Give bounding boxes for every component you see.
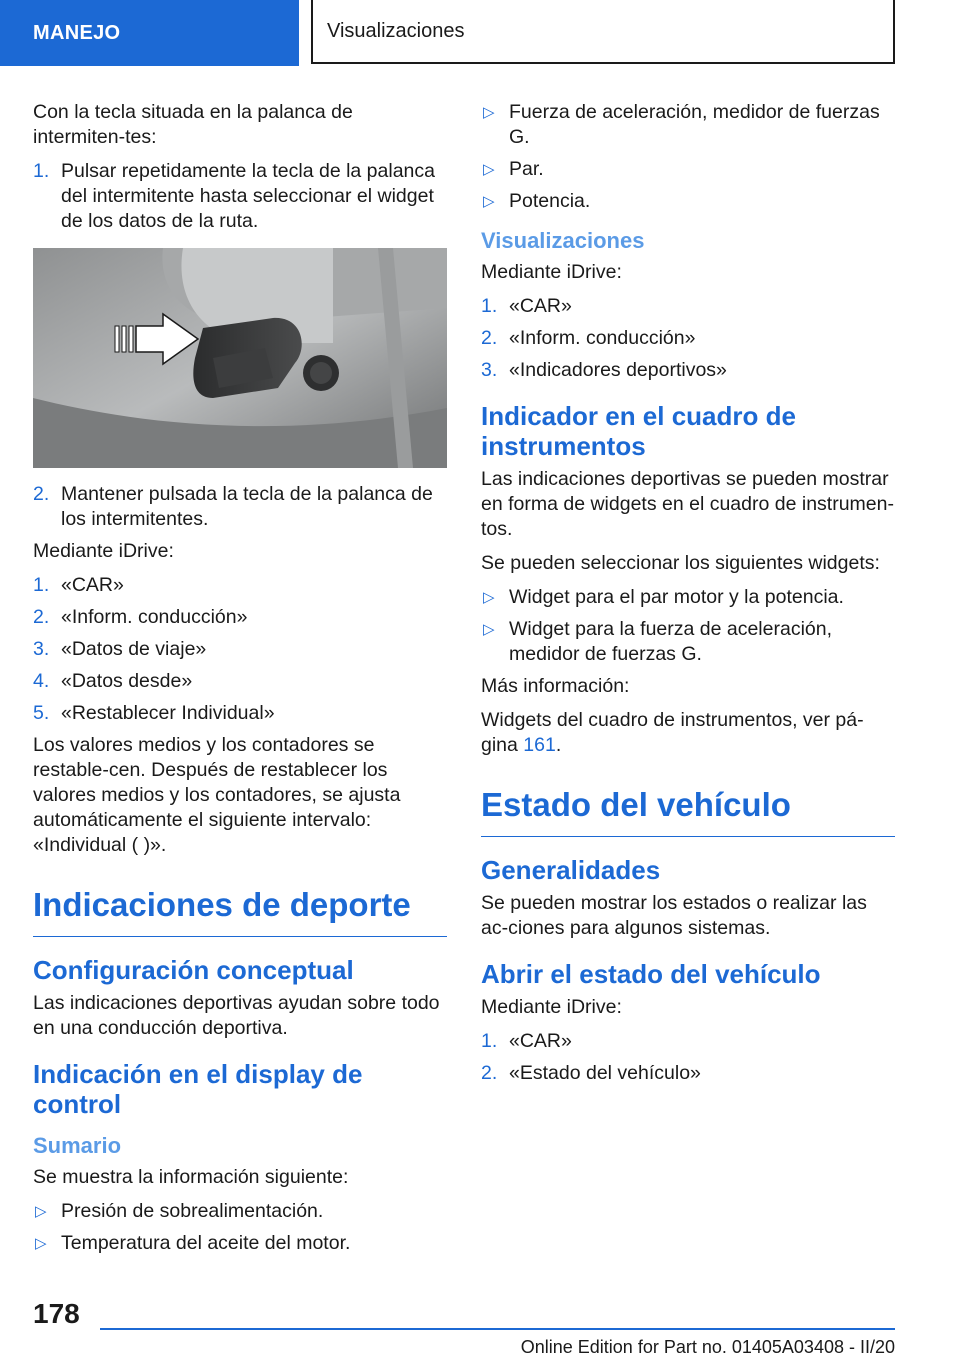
more-info-end: . (555, 734, 562, 756)
step-number: 3. (33, 638, 50, 660)
triangle-bullet-icon: ▷ (483, 621, 495, 638)
list-item (481, 189, 895, 214)
list-item (33, 159, 447, 234)
vis-label: Mediante iDrive: (481, 261, 622, 283)
step-text: «Datos de viaje» (61, 638, 207, 660)
summary-text: Se muestra la información siguiente: (33, 1166, 349, 1188)
more-info-text (481, 708, 895, 758)
heading-instrument-cluster: Indicador en el cuadro de instrumentos (481, 401, 796, 461)
step-text: «Indicadores deportivos» (509, 359, 727, 381)
heading-general: Generalidades (481, 855, 661, 885)
step-text: «Datos desde» (61, 670, 193, 692)
step-text: «Inform. conducción» (61, 606, 248, 628)
concept-text: Las indicaciones deportivas ayudan sobre todo en una conducción deportiva. (33, 992, 440, 1039)
footer-divider (100, 1328, 895, 1330)
heading-concept: Configuración conceptual (33, 955, 354, 985)
cluster-text: Las indicaciones deportivas se pueden mostrar en forma de widgets en el cuadro de instrumen‐tos. (481, 468, 894, 540)
edition-footer: Online Edition for Part no. 01405A03408 - II/20 (520, 1337, 895, 1357)
cluster-select-text: Se pueden seleccionar los siguientes widgets: (481, 552, 880, 574)
heading-visualizations: Visualizaciones (481, 228, 645, 253)
section-label: MANEJO (33, 21, 121, 44)
item-text: Fuerza de aceleración, medidor de fuerzas G. (509, 101, 880, 148)
right-column (481, 100, 895, 1093)
left-column (33, 100, 447, 1263)
step-text: «CAR» (61, 574, 124, 596)
list-item (481, 358, 895, 383)
item-text: Temperatura del aceite del motor. (61, 1232, 351, 1254)
list-item (481, 100, 895, 150)
more-info-label: Más información: (481, 675, 630, 697)
item-text: Potencia. (509, 190, 591, 212)
triangle-bullet-icon: ▷ (483, 104, 495, 121)
step-number: 2. (481, 327, 498, 349)
open-steps (481, 1029, 895, 1086)
step-number: 1. (481, 1030, 498, 1052)
step-number: 5. (33, 702, 50, 724)
step-text: «CAR» (509, 1030, 572, 1052)
step-number: 1. (481, 295, 498, 317)
page-number: 178 (33, 1298, 80, 1329)
cluster-widget-list (481, 585, 895, 667)
step-number: 1. (33, 160, 50, 182)
more-info-body: Widgets del cuadro de instrumentos, ver pá‐gina (481, 709, 864, 756)
reset-text: Los valores medios y los contadores se restable‐cen. Después de restablecer los valores medios y los contadores, se ajusta automáticamente el siguiente intervalo: «Individual ( )». (33, 734, 401, 856)
step-number: 2. (33, 483, 50, 505)
list-item (33, 573, 447, 598)
steps-a (33, 159, 447, 234)
heading-vehicle-status: Estado del vehículo (481, 786, 895, 837)
step-number: 2. (481, 1062, 498, 1084)
step-number: 3. (481, 359, 498, 381)
heading-sport-indications: Indicaciones de deporte (33, 886, 447, 937)
item-text: Presión de sobrealimentación. (61, 1200, 324, 1222)
list-item (481, 617, 895, 667)
item-text: Par. (509, 158, 544, 180)
intro-text: Con la tecla situada en la palanca de intermiten‐tes: (33, 101, 353, 148)
idrive-label: Mediante iDrive: (33, 540, 174, 562)
steps-b (33, 482, 447, 532)
heading-open-status: Abrir el estado del vehículo (481, 959, 821, 989)
list-item (481, 585, 895, 610)
list-item (33, 669, 447, 694)
step-text: Mantener pulsada la tecla de la palanca de los intermitentes. (61, 483, 433, 530)
open-label: Mediante iDrive: (481, 996, 622, 1018)
step-number: 4. (33, 670, 50, 692)
heading-summary: Sumario (33, 1133, 122, 1158)
item-text: Widget para el par motor y la potencia. (509, 586, 844, 608)
heading-control-display: Indicación en el display de control (33, 1059, 363, 1119)
summary-list (33, 1199, 447, 1256)
chapter-title-box (311, 0, 895, 64)
section-tab (0, 0, 299, 66)
triangle-bullet-icon: ▷ (35, 1203, 47, 1220)
step-text: Pulsar repetidamente la tecla de la palanca del intermitente hasta seleccionar el widget de los datos de la ruta. (61, 160, 435, 232)
item-text: Widget para la fuerza de aceleración, medidor de fuerzas G. (509, 618, 833, 665)
step-text: «Restablecer Individual» (61, 702, 275, 724)
list-item (481, 326, 895, 351)
top-bullets (481, 100, 895, 214)
list-item (481, 294, 895, 319)
step-text: «Estado del vehículo» (509, 1062, 701, 1084)
list-item (33, 637, 447, 662)
list-item (33, 1231, 447, 1256)
list-item (481, 1029, 895, 1054)
turn-signal-lever-photo (33, 248, 447, 468)
list-item (33, 605, 447, 630)
list-item (481, 157, 895, 182)
triangle-bullet-icon: ▷ (483, 161, 495, 178)
step-text: «Inform. conducción» (509, 327, 696, 349)
chapter-title: Visualizaciones (327, 19, 465, 42)
list-item (33, 482, 447, 532)
page-reference-link[interactable]: 161 (523, 734, 556, 756)
list-item (33, 1199, 447, 1224)
general-text: Se pueden mostrar los estados o realizar las ac‐ciones para algunos sistemas. (481, 892, 867, 939)
step-number: 2. (33, 606, 50, 628)
triangle-bullet-icon: ▷ (483, 589, 495, 606)
vis-steps (481, 294, 895, 383)
list-item (33, 701, 447, 726)
step-number: 1. (33, 574, 50, 596)
triangle-bullet-icon: ▷ (35, 1235, 47, 1252)
list-item (481, 1061, 895, 1086)
idrive-steps (33, 573, 447, 726)
step-text: «CAR» (509, 295, 572, 317)
triangle-bullet-icon: ▷ (483, 193, 495, 210)
